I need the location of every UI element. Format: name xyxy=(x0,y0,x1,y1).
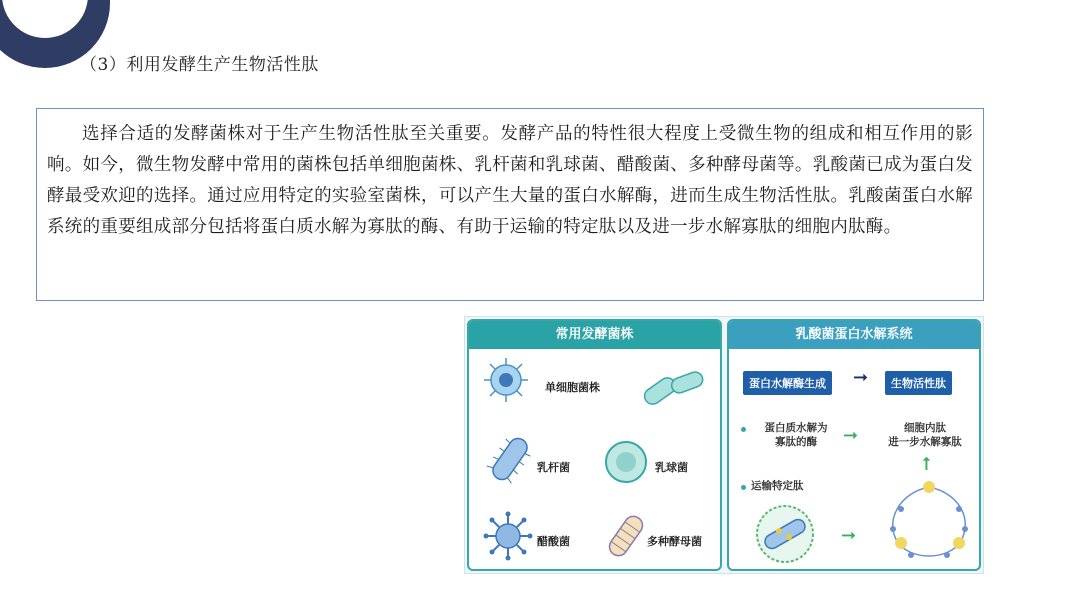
strains-panel xyxy=(467,319,722,571)
up-arrow-icon: ➞ xyxy=(916,455,938,472)
green-arrow-icon: ➞ xyxy=(843,425,859,446)
single-cell-microbe-icon xyxy=(483,357,529,403)
peptidase-note-line-2: 进一步水解寡肽 xyxy=(888,436,962,448)
strain-label-lactococcus: 乳球菌 xyxy=(655,461,688,474)
green-arrow-icon: ➞ xyxy=(841,525,857,546)
capsule-bacteria-icon xyxy=(637,361,709,413)
acetic-acid-bacteria-icon xyxy=(483,511,533,561)
cell-with-peptide-icon xyxy=(749,501,821,567)
lactobacillus-icon xyxy=(483,431,537,487)
strain-label-single-cell: 单细胞菌株 xyxy=(545,381,600,394)
strain-label-yeast: 多种酵母菌 xyxy=(647,535,702,548)
enzyme-note xyxy=(751,421,841,449)
bullet-icon xyxy=(741,485,746,490)
proteolysis-panel-title: 乳酸菌蛋白水解系统 xyxy=(729,321,979,349)
peptidase-note xyxy=(873,421,977,449)
proteolysis-panel xyxy=(727,319,981,571)
bullet-icon xyxy=(741,427,746,432)
strains-panel-title: 常用发酵菌株 xyxy=(469,321,720,349)
transport-note: 运输特定肽 xyxy=(751,480,804,492)
protease-generation-tag: 蛋白水解酶生成 xyxy=(743,371,832,395)
peptidase-note-line-1: 细胞内肽 xyxy=(904,422,946,434)
text-box xyxy=(36,108,984,301)
strain-label-acetic-acid: 醋酸菌 xyxy=(537,535,570,548)
lactococcus-icon xyxy=(603,439,649,485)
strain-label-lactobacillus: 乳杆菌 xyxy=(537,461,570,474)
peptide-chain-icon xyxy=(881,479,977,567)
bioactive-peptide-tag: 生物活性肽 xyxy=(885,371,952,395)
body-paragraph: 选择合适的发酵菌株对于生产生物活性肽至关重要。发酵产品的特性很大程度上受微生物的组成和相互作用的影响。如今，微生物发酵中常用的菌株包括单细胞菌株、乳杆菌和乳球菌、醋酸菌、多种酵母菌等。乳酸菌已成为蛋白发酵最受欢迎的选择。通过应用特定的实验室菌株，可以产生大量的蛋白水解酶，进而生成生物活性肽。乳酸菌蛋白水解系统的重要组成部分包括将蛋白质水解为寡肽的酶、有助于运输的特定肽以及进一步水解寡肽的细胞内肽酶。 xyxy=(47,124,973,237)
illustration-figure xyxy=(464,316,984,574)
enzyme-note-line-1: 蛋白质水解为 xyxy=(764,422,828,434)
section-heading: （3）利用发酵生产生物活性肽 xyxy=(80,55,319,75)
yeast-icon xyxy=(601,511,651,561)
enzyme-note-line-2: 寡肽的酶 xyxy=(775,436,817,448)
right-arrow-icon: ➞ xyxy=(853,367,869,388)
